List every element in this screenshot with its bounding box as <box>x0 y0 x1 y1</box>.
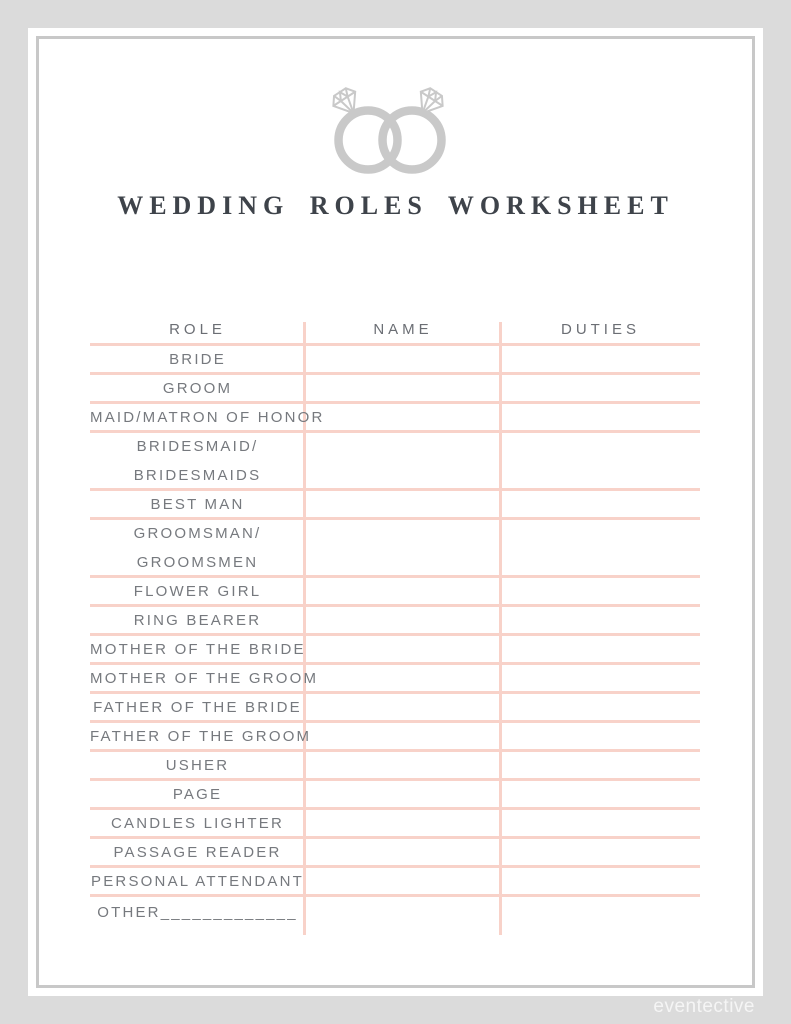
duties-cell <box>501 694 700 720</box>
table-row <box>90 520 700 578</box>
name-cell <box>305 868 501 894</box>
name-cell <box>305 752 501 778</box>
role-cell <box>90 693 305 722</box>
table-row <box>90 781 700 810</box>
name-cell <box>305 404 501 430</box>
name-cell <box>305 665 501 691</box>
name-cell <box>305 346 501 372</box>
role-label-line: BRIDESMAIDS <box>133 466 262 484</box>
page-title: WEDDING ROLES WORKSHEET <box>117 191 674 220</box>
duties-cell <box>501 578 700 604</box>
role-cell <box>90 838 305 867</box>
role-cell <box>90 403 325 432</box>
role-cell <box>90 664 319 693</box>
table-row <box>90 665 700 694</box>
duties-cell <box>501 723 700 749</box>
role-label-line: GROOM <box>162 379 233 397</box>
duties-cell <box>501 346 700 372</box>
name-cell <box>305 375 501 401</box>
duties-cell <box>501 868 700 894</box>
role-cell <box>90 867 305 896</box>
table-row <box>90 607 700 636</box>
role-label-line: BRIDESMAID/ <box>136 437 259 455</box>
table-row <box>90 346 700 375</box>
role-cell <box>90 751 305 780</box>
role-cell <box>90 519 305 577</box>
table-row <box>90 839 700 868</box>
duties-cell <box>501 491 700 517</box>
role-cell <box>90 780 305 809</box>
duties-cell <box>501 375 700 401</box>
role-label-line: FATHER OF THE GROOM <box>90 727 312 745</box>
role-label-line: PASSAGE READER <box>113 843 282 861</box>
role-cell <box>90 432 305 490</box>
role-label-line: OTHER_____________ <box>97 903 298 921</box>
table-row <box>90 752 700 781</box>
table-body <box>90 346 700 927</box>
name-cell <box>305 636 501 662</box>
name-cell <box>305 723 501 749</box>
name-cell <box>305 897 501 927</box>
table-row <box>90 868 700 897</box>
duties-cell <box>501 520 700 575</box>
role-label-line: MAID/MATRON OF HONOR <box>90 408 325 426</box>
name-cell <box>305 607 501 633</box>
name-cell <box>305 520 501 575</box>
name-cell <box>305 433 501 488</box>
role-cell <box>90 577 305 606</box>
role-cell <box>90 635 305 664</box>
watermark-logo: eventective <box>653 996 755 1017</box>
role-label-line: MOTHER OF THE BRIDE <box>90 640 306 658</box>
duties-cell <box>501 607 700 633</box>
table-header-row <box>90 315 700 346</box>
table-row <box>90 578 700 607</box>
role-label-line: CANDLES LIGHTER <box>110 814 285 832</box>
column-header-role: ROLE <box>169 320 226 338</box>
role-label-line: RING BEARER <box>133 611 262 629</box>
role-label-line: MOTHER OF THE GROOM <box>90 669 319 687</box>
role-cell <box>90 606 305 635</box>
table-row <box>90 810 700 839</box>
role-cell <box>90 809 305 838</box>
table-row <box>90 491 700 520</box>
role-label-line: PERSONAL ATTENDANT <box>91 872 304 890</box>
role-cell <box>90 374 305 403</box>
table-row <box>90 694 700 723</box>
table-row <box>90 897 700 927</box>
name-cell <box>305 839 501 865</box>
duties-cell <box>501 665 700 691</box>
table-row <box>90 723 700 752</box>
role-label-line: USHER <box>165 756 230 774</box>
duties-cell <box>501 897 700 927</box>
duties-cell <box>501 839 700 865</box>
table-row <box>90 404 700 433</box>
name-cell <box>305 810 501 836</box>
role-label-line: FATHER OF THE BRIDE <box>93 698 302 716</box>
table-row <box>90 433 700 491</box>
duties-cell <box>501 404 700 430</box>
duties-cell <box>501 752 700 778</box>
role-cell <box>90 898 305 927</box>
role-label-line: GROOMSMAN/ <box>133 524 262 542</box>
duties-cell <box>501 781 700 807</box>
role-label-line: GROOMSMEN <box>136 553 259 571</box>
duties-cell <box>501 810 700 836</box>
name-cell <box>305 694 501 720</box>
role-label-line: PAGE <box>172 785 223 803</box>
role-label-line: BEST MAN <box>150 495 245 513</box>
column-header-duties: DUTIES <box>560 320 640 338</box>
name-cell <box>305 781 501 807</box>
table-row <box>90 636 700 665</box>
wedding-rings-icon <box>327 86 449 180</box>
role-cell <box>90 722 312 751</box>
role-cell <box>90 345 305 374</box>
role-cell <box>90 490 305 519</box>
column-header-name: NAME <box>373 320 433 338</box>
table-row <box>90 375 700 404</box>
name-cell <box>305 578 501 604</box>
role-label-line: BRIDE <box>169 350 226 368</box>
name-cell <box>305 491 501 517</box>
duties-cell <box>501 636 700 662</box>
duties-cell <box>501 433 700 488</box>
roles-table <box>90 315 700 937</box>
role-label-line: FLOWER GIRL <box>133 582 262 600</box>
